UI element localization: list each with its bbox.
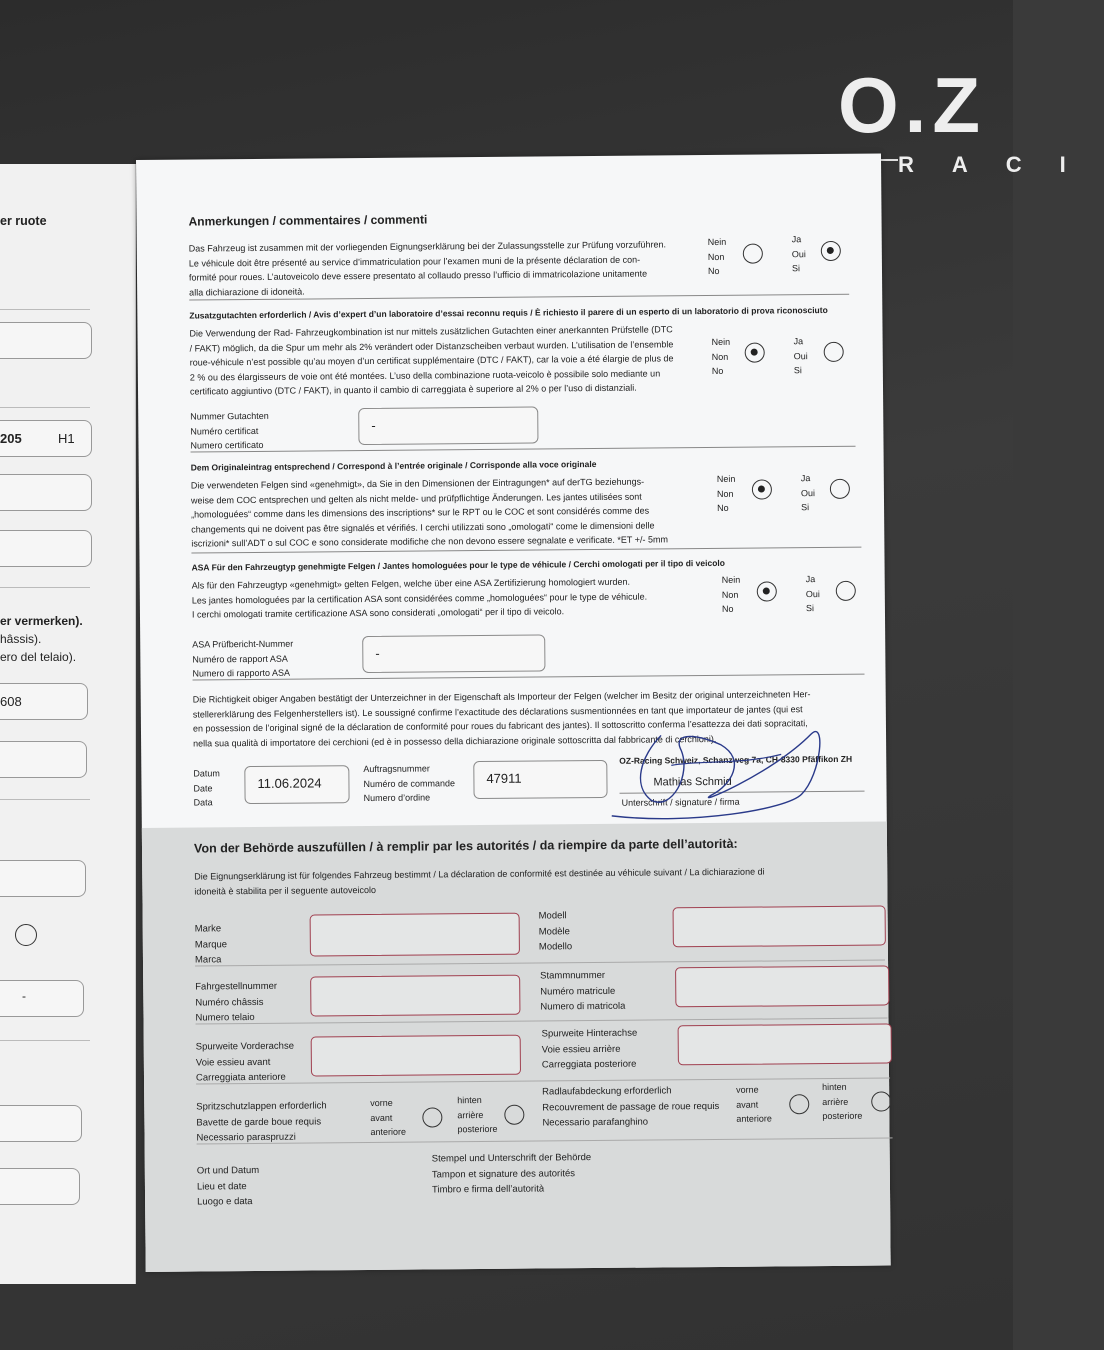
spur-hinten-labels: Spurweite Hinterachse Voie essieu arrière Carreggiata posteriore — [541, 1027, 638, 1071]
authority-intro: Die Eignungserklärung ist für folgendes Fahrzeug bestimmt / La déclaration de conformité est destinée au véhicule suivant / La dichiarazione di idoneità è stabilita per il seguente autoveicolo — [194, 866, 765, 897]
section-title-zusatz: Zusatzgutachten erforderlich / Avis d’expert d’un laboratoire d’essai reconnu requis / È richiesto il parere di un esperto di un laboratorio di prova riconosciuto — [189, 304, 828, 321]
divider — [196, 1077, 890, 1084]
original-nein-radio[interactable] — [752, 479, 772, 499]
asa-ja-label: Ja Oui Si — [805, 574, 820, 614]
left-rule — [0, 1040, 90, 1041]
asa-nein-label: Nein Non No — [721, 574, 741, 614]
left-field — [0, 1168, 80, 1205]
anmerkungen-nein-label: Nein Non No — [707, 236, 727, 277]
date-labels: Datum Date Data — [193, 768, 220, 808]
fahrgestell-field[interactable] — [310, 975, 520, 1017]
asa-nein-radio[interactable] — [757, 581, 777, 601]
section-title-asa: ASA Für den Fahrzeugtyp genehmigte Felgen / Jantes homologuées pour le type de véhicule / Cerchi omologati per il tipo di veicolo — [191, 557, 725, 573]
anmerkungen-ja-label: Ja Oui Si — [791, 234, 806, 274]
conformity-form-page — [136, 153, 891, 1271]
anmerkungen-ja-radio[interactable] — [821, 241, 841, 261]
spritz-vorne-label: vorne avant anteriore — [370, 1097, 407, 1137]
original-ja-label: Ja Oui Si — [800, 473, 815, 513]
radlauf-vorne-radio[interactable] — [789, 1094, 809, 1114]
radlauf-hinten-radio[interactable] — [871, 1091, 891, 1111]
confirmation-text: Die Richtigkeit obiger Angaben bestätigt der Unterzeichner in der Eigenschaft als Importeur der Felgen (welcher im Besitz der original unterzeichneten Her- stellererklärung des Felgenherstellers ist). Le soussigné confirme l’exactitude des déclarations susmentionnées en tant que importateur de jantes (qui est en possession de l’original signé de la déclaration de conformité pour roues du fabricant des jantes). Il sottoscritto conferma l’esattezza dei dati sopracitati, nella sua qualità di importatore dei cerchioni (ed è in possesso della dichiarazione originale sottoscritta dal fabbricante di cerchioni). — [192, 689, 811, 749]
zusatz-nein-radio[interactable] — [745, 343, 765, 363]
stempel-labels: Stempel und Unterschrift der Behörde Tampon et signature des autorités Timbro e firma dell’autorità — [431, 1152, 592, 1196]
left-field — [0, 474, 92, 511]
date-field[interactable]: 11.06.2024 — [244, 765, 349, 804]
radlauf-hinten-label: hinten arrière posteriore — [822, 1081, 863, 1122]
spritzschutz-labels: Spritzschutzlappen erforderlich Bavette de garde boue requis Necessario paraspruzzi — [196, 1100, 327, 1144]
left-dash: - — [22, 989, 26, 1003]
radlauf-labels: Radlaufabdeckung erforderlich Recouvrement de passage de roue requis Necessario parafanghino — [542, 1085, 720, 1129]
original-text: Die verwendeten Felgen sind «genehmigt», da Sie in den Dimensionen der Eintragungen* auf derTG beziehungs- weise dem COC entsprechen und gelten als nicht melde- und prüfpflichtige Änderungen. Les jantes utilisées sont „homologuées“ comme dans les dimensions des inscriptions* sur le RPT ou le COC et sont considérés comme des changements qui ne doivent pas être signalés et vérifiés. I cerchi utilizzati sono „omologati“ come le dimensioni delle iscrizioni* sull’ADT o sul COC e sono considerate modifiche che non devono essere segnalate e verificate. *ET +/- 5mm — [190, 476, 669, 549]
order-number-field[interactable]: 47911 — [473, 760, 607, 799]
section-title-anmerkungen: Anmerkungen / commentaires / commenti — [188, 212, 428, 229]
signer-name: Mathias Schmid — [653, 775, 732, 789]
left-page — [0, 164, 136, 1284]
ort-datum-labels: Ort und Datum Lieu et date Luogo e data — [196, 1164, 260, 1208]
spur-vorne-field[interactable] — [311, 1035, 521, 1077]
left-value-h1: H1 — [58, 431, 75, 446]
original-nein-label: Nein Non No — [716, 473, 736, 513]
marke-labels: Marke Marque Marca — [194, 923, 228, 966]
signature-label: Unterschrift / signature / firma — [621, 796, 740, 808]
left-note-1: er vermerken). — [0, 614, 83, 628]
left-field — [0, 322, 92, 359]
zusatz-nein-label: Nein Non No — [711, 336, 731, 376]
stamm-labels: Stammnummer Numéro matricule Numero di matricola — [540, 969, 626, 1013]
fahrgestell-labels: Fahrgestellnummer Numéro châssis Numero telaio — [195, 980, 278, 1024]
authority-section — [142, 821, 891, 1271]
gutachten-labels: Nummer Gutachten Numéro certificat Numero certificato — [190, 410, 269, 451]
left-value-608: 608 — [0, 694, 22, 709]
left-value-205: 205 — [0, 431, 22, 446]
asa-report-labels: ASA Prüfbericht-Nummer Numéro de rapport ASA Numero di rapporto ASA — [192, 638, 294, 679]
spur-hinten-field[interactable] — [678, 1023, 892, 1065]
left-field — [0, 860, 86, 897]
modell-labels: Modell Modèle Modello — [538, 910, 573, 953]
original-ja-radio[interactable] — [830, 479, 850, 499]
anmerkungen-nein-radio[interactable] — [743, 244, 763, 264]
stammnummer-field[interactable] — [675, 965, 889, 1007]
authority-title: Von der Behörde auszufüllen / à remplir par les autorités / da riempire da parte dell’autorità: — [193, 836, 738, 856]
asa-text: Als für den Fahrzeugtyp «genehmigt» gelten Felgen, welche über eine ASA Zertifizierung homologiert wurden. Les jantes homologuées par la certification ASA sont considérées comme „homologuées“ pour le type de véhicule. I cerchi omologati tramite certificazione ASA sono considerati „omologati“ per il tipo di veicolo. — [191, 576, 648, 620]
left-note-3: ero del telaio). — [0, 650, 77, 664]
asa-report-number-field[interactable]: - — [362, 634, 545, 673]
left-rule — [0, 309, 90, 310]
modell-field[interactable] — [673, 905, 886, 947]
spur-vorne-labels: Spurweite Vorderachse Voie essieu avant Carreggiata anteriore — [195, 1040, 295, 1084]
left-note-2: hâssis). — [0, 632, 42, 646]
left-field — [0, 741, 87, 778]
importer-company: OZ-Racing Schweiz, Schanzweg 7a, CH-8330 Pfäffikon ZH — [619, 753, 853, 766]
left-radio[interactable] — [15, 924, 37, 946]
marke-field[interactable] — [310, 913, 520, 957]
left-rule — [0, 407, 90, 408]
logo-text: O.Z — [838, 61, 986, 149]
asa-ja-radio[interactable] — [836, 581, 856, 601]
signature-scribble-icon — [571, 714, 872, 827]
left-field — [0, 530, 92, 567]
section-title-original: Dem Originaleintrag entsprechend / Correspond à l’entrée originale / Corrisponde alla voce originale — [190, 458, 597, 473]
zusatz-ja-radio[interactable] — [824, 342, 844, 362]
left-field-608 — [0, 683, 88, 720]
divider — [191, 446, 856, 453]
anmerkungen-text: Das Fahrzeug ist zusammen mit der vorliegenden Eignungserklärung bei der Zulassungsstelle zur Prüfung vorzuführen. Le véhicule doit être présenté au service d’immatriculation pour l’examen muni de la présente déclaration de con- formité pour roues. L’autoveicolo deve essere presentato al collaudo presso l’ufficio di immatricolazione unitamente alla dichiarazione di idoneità. — [188, 239, 667, 298]
spritz-vorne-radio[interactable] — [422, 1107, 442, 1127]
order-labels: Auftragsnummer Numéro de commande Numero d’ordine — [363, 763, 456, 804]
left-field — [0, 980, 84, 1017]
left-rule — [0, 587, 90, 588]
spritz-hinten-label: hinten arrière posteriore — [457, 1095, 498, 1135]
logo-subtext: RACI — [898, 152, 1104, 177]
zusatz-text: Die Verwendung der Rad- Fahrzeugkombination ist nur mittels zusätzlichen Gutachten einer anerkannten Prüfstelle (DTC / FAKT) möglich, da die Spur um mehr als 2% verändert oder Distanzscheiben verbaut wurden. L’utilisation de l’ensemble roue-véhicule n’est possible qu’au moyen d’un certificat supplémentaire (DTC / FAKT), car la voie a été élargie de plus de 2 % ou des élargisseurs de voie ont été montées. L’uso della combinazione ruota-veicolo è possibile solo mediante un certificato aggiuntivo (DTC / FAKT), in quanto il cambio di carreggiata è superiore al 2% o per l’uso di distanziali. — [189, 324, 674, 397]
left-field — [0, 1105, 82, 1142]
spritz-hinten-radio[interactable] — [504, 1105, 524, 1125]
gutachten-number-field[interactable]: - — [358, 406, 538, 445]
zusatz-ja-label: Ja Oui Si — [793, 336, 808, 376]
left-rule — [0, 799, 90, 800]
radlauf-vorne-label: vorne avant anteriore — [736, 1084, 772, 1124]
left-field-205 — [0, 420, 92, 457]
left-heading: er ruote — [0, 214, 47, 228]
